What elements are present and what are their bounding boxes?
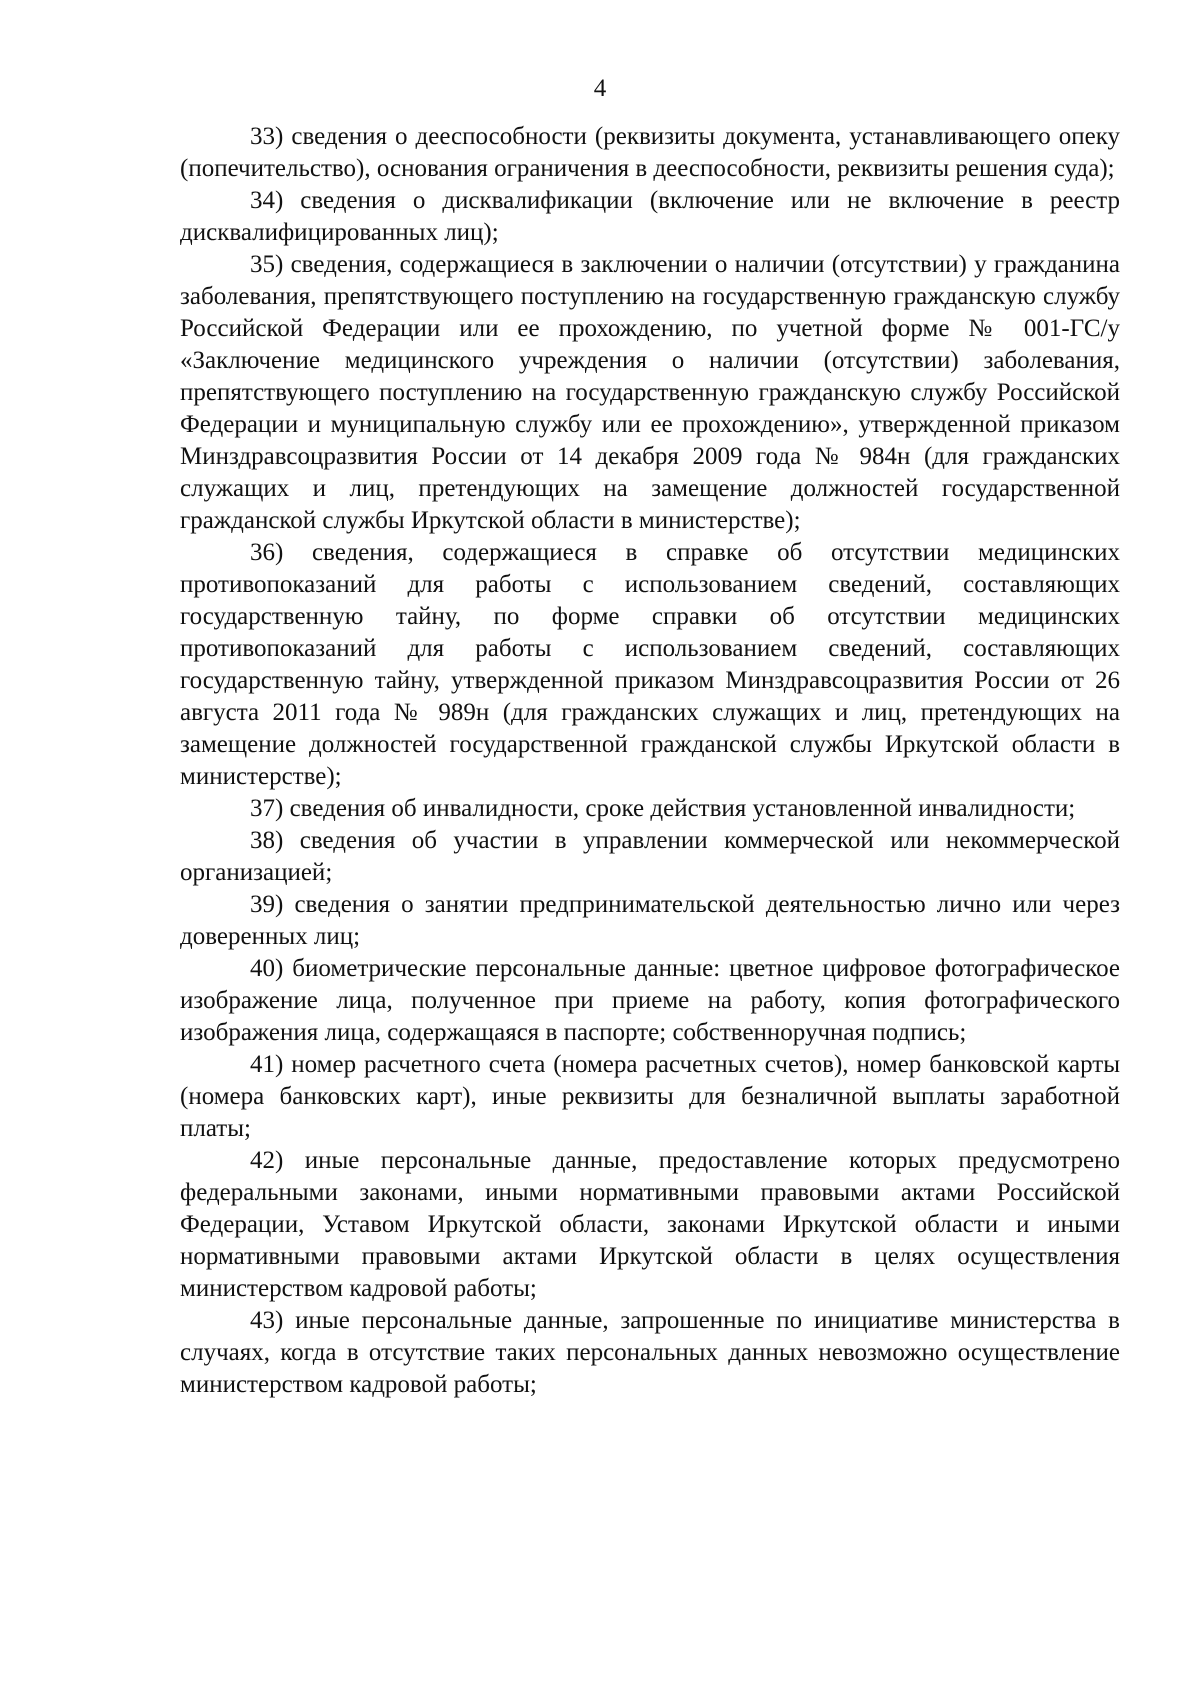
document-body [180,121,1120,1401]
list-item-43: 43) иные персональные данные, запрошенные по инициативе министерства в случаях, когда в отсутствие таких персональных данных невозможно осуществление министерством кадровой работы; [180,1307,1120,1398]
list-item-37: 37) сведения об инвалидности, сроке действия установленной инвалидности; [250,795,1076,822]
list-item-36: 36) сведения, содержащиеся в справке об отсутствии медицинских противопоказаний для работы с использованием сведений, составляющих государственную тайну, по форме справки об отсутствии медицинских противопоказаний для работы с использованием сведений, составляющих государственную тайну, утвержденной приказом Минздравсоцразвития России от 26 августа 2011 года № 989н (для гражданских служащих и лиц, претендующих на замещение должностей государственной гражданской службы Иркутской области в министерстве); [180,539,1120,790]
list-item-33: 33) сведения о дееспособности (реквизиты документа, устанавливающего опеку (попечительство), основания ограничения в дееспособности, реквизиты решения суда); [180,123,1120,182]
list-item-42: 42) иные персональные данные, предоставление которых предусмотрено федеральными законами, иными нормативными правовыми актами Российской Федерации, Уставом Иркутской области, законами Иркутской области и иными нормативными правовыми актами Иркутской области в целях осуществления министерством кадровой работы; [180,1147,1120,1302]
page-number: 4 [593,75,607,102]
list-item-35: 35) сведения, содержащиеся в заключении о наличии (отсутствии) у гражданина заболевания, препятствующего поступлению на государственную гражданскую службу Российской Федерации или ее прохождению, по учетной форме № 001-ГС/у «Заключение медицинского учреждения о наличии (отсутствии) заболевания, препятствующего поступлению на государственную гражданскую службу Российской Федерации и муниципальную службу или ее прохождению», утвержденной приказом Минздравсоцразвития России от 14 декабря 2009 года № 984н (для гражданских служащих и лиц, претендующих на замещение должностей государственной гражданской службы Иркутской области в министерстве); [180,251,1120,534]
list-item-39: 39) сведения о занятии предпринимательской деятельностью лично или через доверенных лиц; [180,891,1120,950]
list-item-34: 34) сведения о дисквалификации (включение или не включение в реестр дисквалифицированных лиц); [180,187,1120,246]
list-item-40: 40) биометрические персональные данные: цветное цифровое фотографическое изображение лица, полученное при приеме на работу, копия фотографического изображения лица, содержащаяся в паспорте; собственноручная подпись; [180,955,1120,1046]
list-item-38: 38) сведения об участии в управлении коммерческой или некоммерческой организацией; [180,827,1120,886]
list-item-41: 41) номер расчетного счета (номера расчетных счетов), номер банковской карты (номера банковских карт), иные реквизиты для безналичной выплаты заработной платы; [180,1051,1120,1142]
